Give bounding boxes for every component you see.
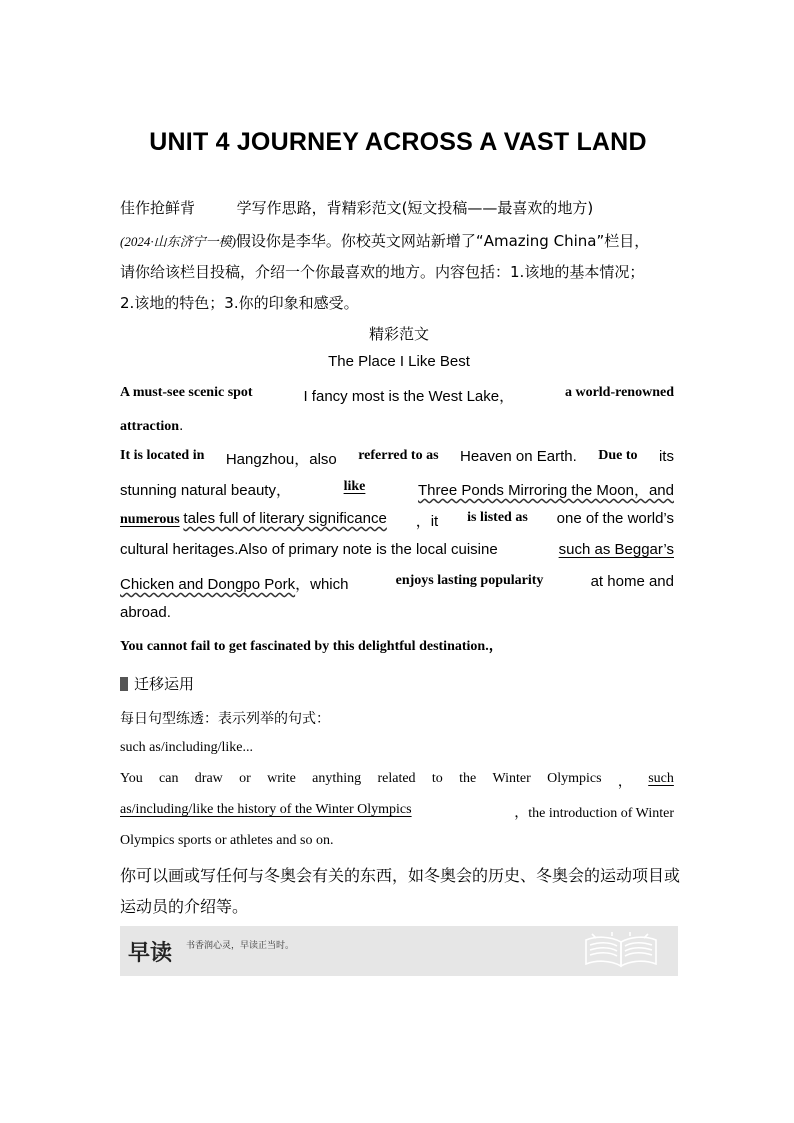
phrase-enjoys-popularity: enjoys lasting popularity bbox=[395, 573, 544, 588]
phrase-due-to: Due to bbox=[598, 448, 638, 463]
essay-p2-line-4: cultural heritages.Also of primary note is the local cuisine such as Beggar’s bbox=[120, 541, 674, 558]
banner-subtitle: 书香润心灵，早读正当时。 bbox=[186, 941, 295, 951]
example-underlined: as/including/like the history of the Winter Olympics bbox=[120, 802, 412, 817]
example-line-1: You can draw or write anything related to the Winter Olympics ， such bbox=[120, 771, 674, 790]
essay-p2-line-6: abroad. bbox=[120, 604, 171, 621]
phrase-must-see: A must-see scenic spot bbox=[120, 385, 253, 400]
morning-reading-banner bbox=[120, 926, 678, 976]
text-fancy: I fancy most is the West Lake， bbox=[303, 388, 515, 405]
phrase-world-renowned: a world-renowned bbox=[564, 385, 674, 400]
prompt-text-1: 假设你是李华。你校英文网站新增了“Amazing China”栏目， bbox=[235, 232, 650, 250]
essay-p2-line-1: It is located in Hangzhou，also referred to as Heaven on Earth. Due to its bbox=[120, 448, 674, 468]
phrase-numerous: numerous bbox=[120, 512, 180, 527]
essay-p2-line-2: stunning natural beauty， like Three Ponds Mirroring the Moon，and bbox=[120, 479, 674, 499]
phrase-attraction: attraction bbox=[120, 419, 180, 434]
drill-label: 每日句型练透：表示列举的句式： bbox=[120, 711, 330, 727]
example-tales: tales full of literary significance bbox=[183, 510, 387, 527]
phrase-such-as: such as Beggar’s bbox=[558, 541, 674, 558]
prompt-line-2: 请你给该栏目投稿，介绍一个你最喜欢的地方。内容包括：1.该地的基本情况； bbox=[120, 263, 645, 281]
essay-p2-line-3: numerous tales full of literary significance ，it is listed as one of the world’s bbox=[120, 510, 674, 530]
example-beggars-chicken: Chicken and Dongpo Pork bbox=[120, 576, 296, 593]
phrase-like: like bbox=[343, 479, 366, 494]
sample-heading: 精彩范文 bbox=[368, 325, 429, 343]
banner-title: 早读 bbox=[128, 940, 173, 965]
section-marker-icon bbox=[120, 677, 128, 691]
example-three-ponds: Three Ponds Mirroring the Moon，and bbox=[418, 482, 674, 499]
prompt-source: (2024·山东济宁一模) bbox=[120, 234, 236, 249]
essay-p1-line-1 bbox=[120, 385, 674, 406]
phrase-listed-as: is listed as bbox=[467, 510, 528, 525]
translation-line-1: 你可以画或写任何与冬奥会有关的东西，如冬奥会的历史、冬奥会的运动项目或 bbox=[120, 866, 681, 885]
essay-title: The Place I Like Best bbox=[328, 353, 470, 370]
open-book-icon bbox=[582, 932, 660, 970]
essay-p2-line-5: Chicken and Dongpo Pork，which enjoys lasting popularity at home and bbox=[120, 573, 674, 593]
section-label: 佳作抢鲜背 bbox=[120, 199, 196, 217]
translation-line-2: 运动员的介绍等。 bbox=[120, 897, 249, 916]
sentence-pattern: such as/including/like... bbox=[120, 740, 253, 755]
essay-p1-line-2: attraction. bbox=[120, 417, 184, 434]
essay-p3: You cannot fail to get fascinated by this delightful destination.， bbox=[120, 639, 503, 654]
phrase-referred-to-as: referred to as bbox=[358, 448, 439, 463]
unit-title: UNIT 4 JOURNEY ACROSS A VAST LAND bbox=[149, 128, 647, 156]
prompt-line-3: 2.该地的特色；3.你的印象和感受。 bbox=[120, 294, 359, 312]
transfer-heading: 迁移运用 bbox=[120, 673, 194, 694]
prompt-line-1 bbox=[120, 230, 649, 251]
phrase-located-in: It is located in bbox=[120, 448, 205, 463]
example-line-2: as/including/like the history of the Winter Olympics ，the introduction of Winter bbox=[120, 802, 674, 821]
section-head bbox=[120, 197, 593, 218]
example-line-3: Olympics sports or athletes and so on. bbox=[120, 833, 334, 848]
section-desc: 学写作思路，背精彩范文(短文投稿——最喜欢的地方) bbox=[236, 199, 594, 217]
